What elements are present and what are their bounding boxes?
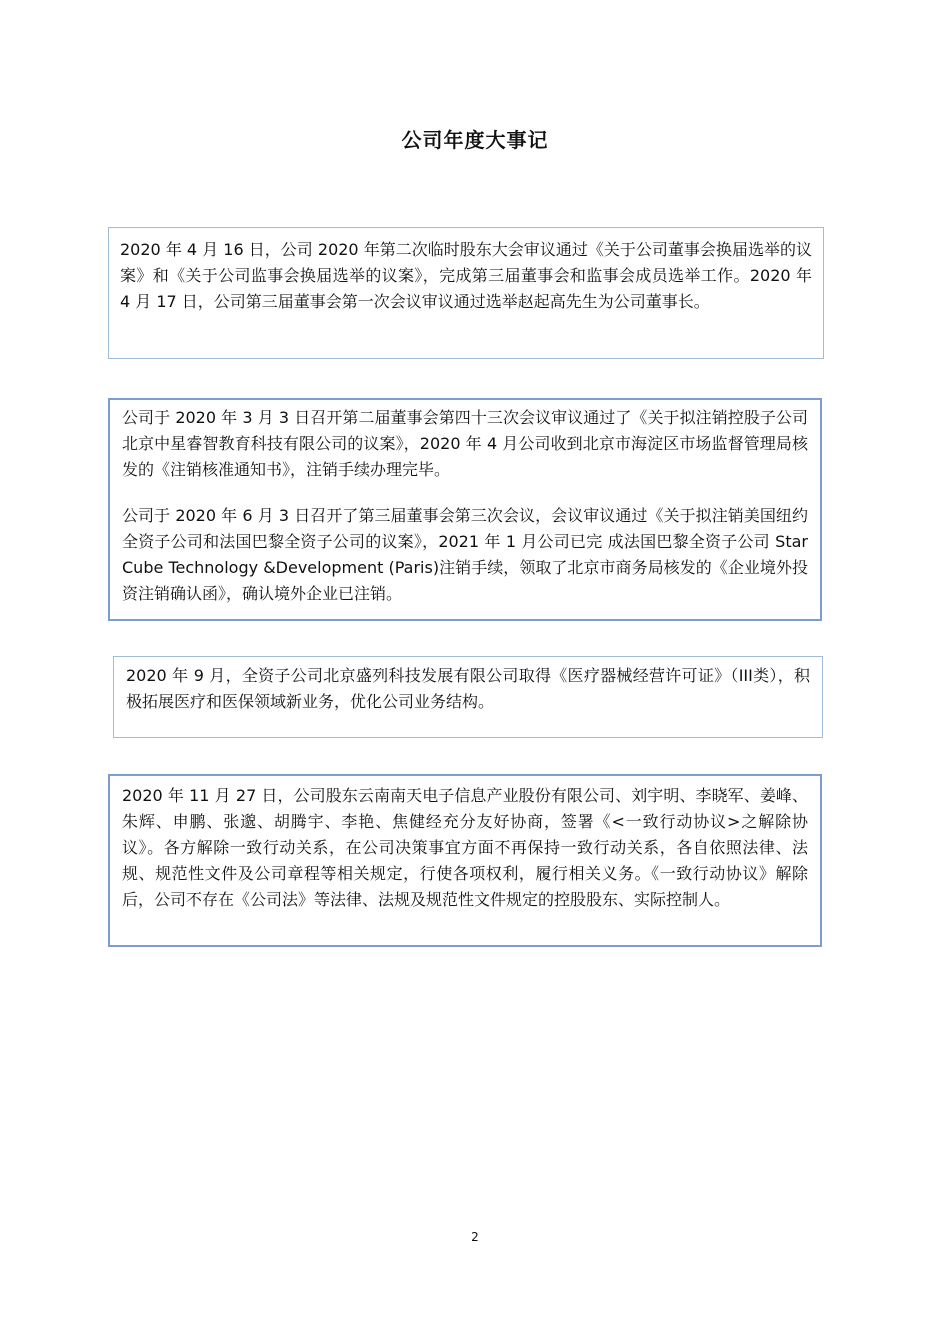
event-paragraph: 公司于 2020 年 3 月 3 日召开第二届董事会第四十三次会议审议通过了《关于拟注销控股子公司北京中星睿智教育科技有限公司的议案》，2020 年 4 月公司收到北京市海淀区市场监督管理局核发的《注销核准通知书》，注销手续办理完毕。 [122,408,808,479]
page-title: 公司年度大事记 [401,128,549,152]
event-paragraph: 2020 年 9 月，全资子公司北京盛列科技发展有限公司取得《医疗器械经营许可证》（III类），积极拓展医疗和医保领域新业务，优化公司业务结构。 [126,666,810,711]
event-box-subsidiary-deregistration [108,398,822,621]
event-paragraph: 公司于 2020 年 6 月 3 日召开了第三届董事会第三次会议，会议审议通过《关于拟注销美国纽约全资子公司和法国巴黎全资子公司的议案》，2021 年 1 月公司已完 成法国巴黎全资子公司 Star Cube Technology &Development (Paris)注销手续，领取了北京市商务局核发的《企业境外投资注销确认函》，确认境外企业已注销。 [122,506,808,603]
page-number: 2 [471,1230,479,1244]
event-box-concert-agreement-termination [108,774,822,947]
event-paragraph: 2020 年 4 月 16 日，公司 2020 年第二次临时股东大会审议通过《关于公司董事会换届选举的议案》和《关于公司监事会换届选举的议案》，完成第三届董事会和监事会成员选举工作。2020 年 4 月 17 日，公司第三届董事会第一次会议审议通过选举赵起高先生为公司董事长。 [120,240,812,311]
event-box-medical-license [113,656,823,738]
event-paragraph: 2020 年 11 月 27 日，公司股东云南南天电子信息产业股份有限公司、刘宇明、李晓军、姜峰、朱辉、申鹏、张邈、胡腾宇、李艳、焦健经充分友好协商，签署《<一致行动协议>之解除协议》。各方解除一致行动关系，在公司决策事宜方面不再保持一致行动关系，各自依照法律、法规、规范性文件及公司章程等相关规定，行使各项权利，履行相关义务。《一致行动协议》解除后，公司不存在《公司法》等法律、法规及规范性文件规定的控股股东、实际控制人。 [122,786,808,909]
event-box-board-election [108,227,824,359]
